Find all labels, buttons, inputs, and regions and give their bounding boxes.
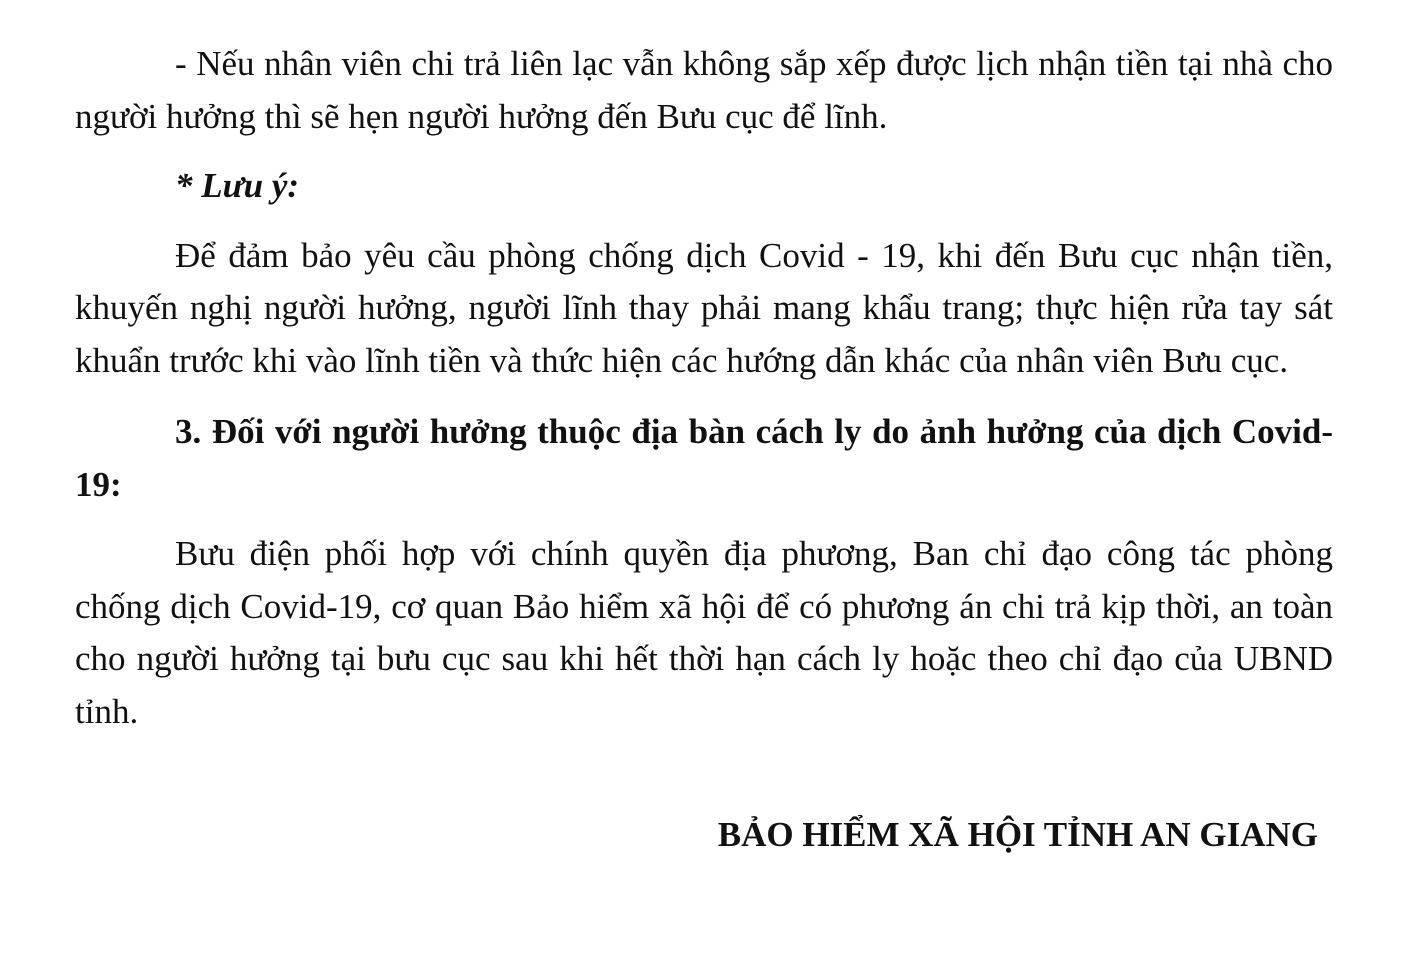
signature-organization: BẢO HIỂM XÃ HỘI TỈNH AN GIANG (717, 815, 1318, 854)
paragraph-quarantine-payment: Bưu điện phối hợp với chính quyền địa phương, Ban chỉ đạo công tác phòng chống dịch Covid-19, cơ quan Bảo hiểm xã hội để có phương án chi trả kịp thời, an toàn cho người hưởng tại bưu cục sau khi hết thời hạn cách ly hoặc theo chỉ đạo của UBND tỉnh. (75, 534, 1333, 731)
document-body (75, 38, 1333, 738)
note-label: * Lưu ý: (175, 166, 300, 205)
paragraph-covid-precautions: Để đảm bảo yêu cầu phòng chống dịch Covid - 19, khi đến Bưu cục nhận tiền, khuyến nghị người hưởng, người lĩnh thay phải mang khẩu trang; thực hiện rửa tay sát khuẩn trước khi vào lĩnh tiền và thức hiện các hướng dẫn khác của nhân viên Bưu cục. (75, 235, 1333, 380)
paragraph-pickup-arrangement: - Nếu nhân viên chi trả liên lạc vẫn không sắp xếp được lịch nhận tiền tại nhà cho người hưởng thì sẽ hẹn người hưởng đến Bưu cục để lĩnh. (75, 44, 1333, 136)
section-3-heading: 3. Đối với người hưởng thuộc địa bàn cách ly do ảnh hưởng của dịch Covid-19: (75, 412, 1333, 504)
